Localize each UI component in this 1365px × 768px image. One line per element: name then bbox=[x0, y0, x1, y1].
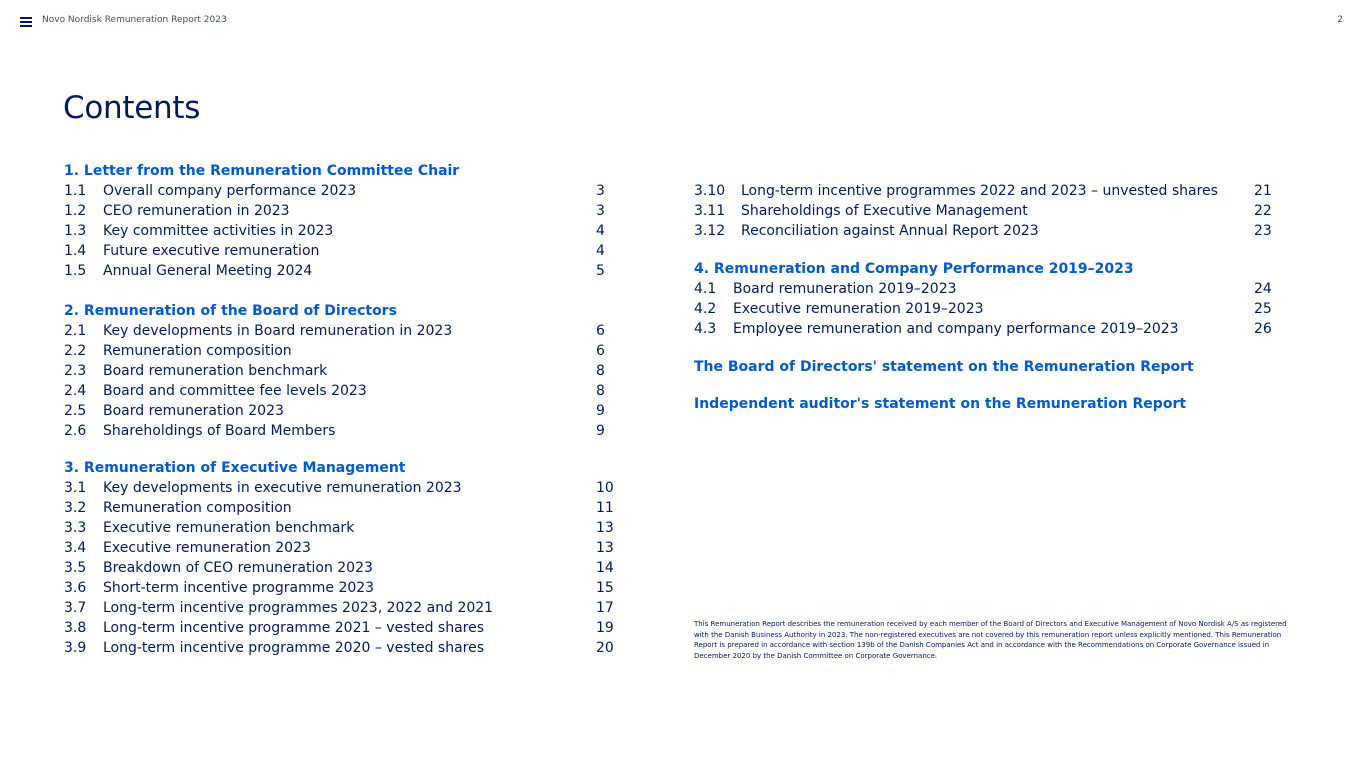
toc-item-3-10[interactable] bbox=[694, 181, 1272, 201]
item-number: 3.9 bbox=[64, 640, 87, 656]
item-page: 3 bbox=[596, 183, 605, 199]
item-page: 21 bbox=[1254, 183, 1272, 199]
item-label: Board remuneration 2019–2023 bbox=[733, 281, 957, 297]
item-page: 11 bbox=[596, 500, 614, 516]
item-page: 9 bbox=[596, 403, 605, 419]
toc-item-4-1[interactable] bbox=[694, 279, 1272, 299]
section-3-heading[interactable]: 3. Remuneration of Executive Management bbox=[64, 460, 406, 476]
item-number: 4.1 bbox=[694, 281, 717, 297]
toc-item-2-4[interactable] bbox=[64, 381, 612, 401]
toc-item-1-3[interactable] bbox=[64, 221, 612, 241]
toc-item-1-2[interactable] bbox=[64, 201, 612, 221]
item-label: Annual General Meeting 2024 bbox=[103, 263, 313, 279]
item-label: Overall company performance 2023 bbox=[103, 183, 357, 199]
item-label: Shareholdings of Executive Management bbox=[741, 203, 1028, 219]
toc-item-3-4[interactable] bbox=[64, 538, 612, 558]
item-number: 2.4 bbox=[64, 383, 87, 399]
item-label: Long-term incentive programme 2021 – vested shares bbox=[103, 620, 485, 636]
page-number: 2 bbox=[1337, 15, 1343, 25]
toc-item-3-9[interactable] bbox=[64, 638, 612, 658]
item-label: Shareholdings of Board Members bbox=[103, 423, 336, 439]
item-label: Long-term incentive programmes 2023, 2022 and 2021 bbox=[103, 600, 494, 616]
document-title[interactable]: Novo Nordisk Remuneration Report 2023 bbox=[42, 15, 227, 25]
item-number: 3.1 bbox=[64, 480, 87, 496]
item-page: 9 bbox=[596, 423, 605, 439]
item-number: 3.4 bbox=[64, 540, 87, 556]
item-number: 1.1 bbox=[64, 183, 87, 199]
item-number: 3.8 bbox=[64, 620, 87, 636]
toc-item-1-4[interactable] bbox=[64, 241, 612, 261]
item-page: 5 bbox=[596, 263, 605, 279]
item-number: 3.11 bbox=[694, 203, 726, 219]
item-number: 2.6 bbox=[64, 423, 87, 439]
item-number: 3.2 bbox=[64, 500, 87, 516]
item-label: CEO remuneration in 2023 bbox=[103, 203, 290, 219]
item-number: 3.7 bbox=[64, 600, 87, 616]
item-label: Long-term incentive programmes 2022 and 2023 – unvested shares bbox=[741, 183, 1218, 199]
item-number: 3.3 bbox=[64, 520, 87, 536]
report-footnote: This Remuneration Report describes the remuneration received by each member of the Board of Directors and Executive Management of Novo Nordisk A/S as registered with the Danish Business Authority in 2023. The non-registered executives are not covered by this remuneration report unless explicitly mentioned. This Remuneration Report is prepared in accordance with section 139b of the Danish Companies Act and in accordance with the Recommendations on Corporate Governance issued in December 2020 by the Danish Committee on Corporate Governance. bbox=[694, 620, 1287, 660]
toc-item-4-2[interactable] bbox=[694, 299, 1272, 319]
item-page: 6 bbox=[596, 343, 605, 359]
board-statement-link[interactable]: The Board of Directors' statement on the Remuneration Report bbox=[694, 359, 1194, 375]
item-number: 3.10 bbox=[694, 183, 726, 199]
toc-item-2-3[interactable] bbox=[64, 361, 612, 381]
item-label: Remuneration composition bbox=[103, 343, 292, 359]
item-label: Key developments in Board remuneration in 2023 bbox=[103, 323, 453, 339]
item-label: Remuneration composition bbox=[103, 500, 292, 516]
item-page: 6 bbox=[596, 323, 605, 339]
hamburger-menu-icon[interactable] bbox=[20, 16, 34, 27]
item-number: 2.1 bbox=[64, 323, 87, 339]
item-label: Board and committee fee levels 2023 bbox=[103, 383, 367, 399]
item-page: 4 bbox=[596, 223, 605, 239]
item-page: 3 bbox=[596, 203, 605, 219]
item-label: Key committee activities in 2023 bbox=[103, 223, 334, 239]
toc-item-3-2[interactable] bbox=[64, 498, 612, 518]
item-number: 1.5 bbox=[64, 263, 87, 279]
menu-line bbox=[20, 25, 32, 27]
toc-item-3-11[interactable] bbox=[694, 201, 1272, 221]
contents-right-column bbox=[694, 181, 1272, 414]
item-number: 3.12 bbox=[694, 223, 726, 239]
item-page: 17 bbox=[596, 600, 614, 616]
item-number: 4.2 bbox=[694, 301, 717, 317]
toc-item-3-6[interactable] bbox=[64, 578, 612, 598]
item-label: Future executive remuneration bbox=[103, 243, 320, 259]
toc-item-2-5[interactable] bbox=[64, 401, 612, 421]
menu-line bbox=[20, 17, 32, 19]
item-page: 20 bbox=[596, 640, 614, 656]
item-page: 8 bbox=[596, 363, 605, 379]
item-page: 10 bbox=[596, 480, 614, 496]
section-1-heading[interactable]: 1. Letter from the Remuneration Committee Chair bbox=[64, 163, 460, 179]
item-page: 24 bbox=[1254, 281, 1272, 297]
section-4-heading[interactable]: 4. Remuneration and Company Performance 2019–2023 bbox=[694, 261, 1134, 277]
item-page: 15 bbox=[596, 580, 614, 596]
item-label: Board remuneration 2023 bbox=[103, 403, 284, 419]
item-number: 2.3 bbox=[64, 363, 87, 379]
contents-left-column bbox=[64, 161, 612, 658]
item-page: 26 bbox=[1254, 321, 1272, 337]
item-page: 13 bbox=[596, 520, 614, 536]
item-page: 4 bbox=[596, 243, 605, 259]
item-number: 2.2 bbox=[64, 343, 87, 359]
item-number: 2.5 bbox=[64, 403, 87, 419]
item-number: 1.4 bbox=[64, 243, 87, 259]
item-page: 13 bbox=[596, 540, 614, 556]
toc-item-3-12[interactable] bbox=[694, 221, 1272, 241]
item-number: 4.3 bbox=[694, 321, 717, 337]
item-page: 25 bbox=[1254, 301, 1272, 317]
toc-item-3-7[interactable] bbox=[64, 598, 612, 618]
item-page: 19 bbox=[596, 620, 614, 636]
toc-item-1-1[interactable] bbox=[64, 181, 612, 201]
toc-item-4-3[interactable] bbox=[694, 319, 1272, 339]
item-label: Employee remuneration and company performance 2019–2023 bbox=[733, 321, 1179, 337]
item-label: Breakdown of CEO remuneration 2023 bbox=[103, 560, 373, 576]
item-label: Key developments in executive remuneration 2023 bbox=[103, 480, 462, 496]
item-label: Board remuneration benchmark bbox=[103, 363, 328, 379]
item-label: Executive remuneration 2023 bbox=[103, 540, 311, 556]
page-title: Contents bbox=[63, 90, 201, 126]
item-number: 1.2 bbox=[64, 203, 87, 219]
auditor-statement-link[interactable]: Independent auditor's statement on the Remuneration Report bbox=[694, 396, 1187, 412]
item-label: Reconciliation against Annual Report 2023 bbox=[741, 223, 1039, 239]
toc-item-2-2[interactable] bbox=[64, 341, 612, 361]
section-2-heading[interactable]: 2. Remuneration of the Board of Directors bbox=[64, 303, 397, 319]
item-number: 3.5 bbox=[64, 560, 87, 576]
item-label: Long-term incentive programme 2020 – vested shares bbox=[103, 640, 485, 656]
toc-item-3-8[interactable] bbox=[64, 618, 612, 638]
item-number: 1.3 bbox=[64, 223, 87, 239]
item-label: Short-term incentive programme 2023 bbox=[103, 580, 375, 596]
toc-item-3-5[interactable] bbox=[64, 558, 612, 578]
item-page: 14 bbox=[596, 560, 614, 576]
toc-item-3-3[interactable] bbox=[64, 518, 612, 538]
toc-item-2-6[interactable] bbox=[64, 421, 612, 441]
item-number: 3.6 bbox=[64, 580, 87, 596]
item-page: 23 bbox=[1254, 223, 1272, 239]
item-label: Executive remuneration 2019–2023 bbox=[733, 301, 984, 317]
toc-item-1-5[interactable] bbox=[64, 261, 612, 281]
menu-line bbox=[20, 21, 32, 23]
toc-item-2-1[interactable] bbox=[64, 321, 612, 341]
toc-item-3-1[interactable] bbox=[64, 478, 612, 498]
item-page: 22 bbox=[1254, 203, 1272, 219]
item-label: Executive remuneration benchmark bbox=[103, 520, 355, 536]
item-page: 8 bbox=[596, 383, 605, 399]
